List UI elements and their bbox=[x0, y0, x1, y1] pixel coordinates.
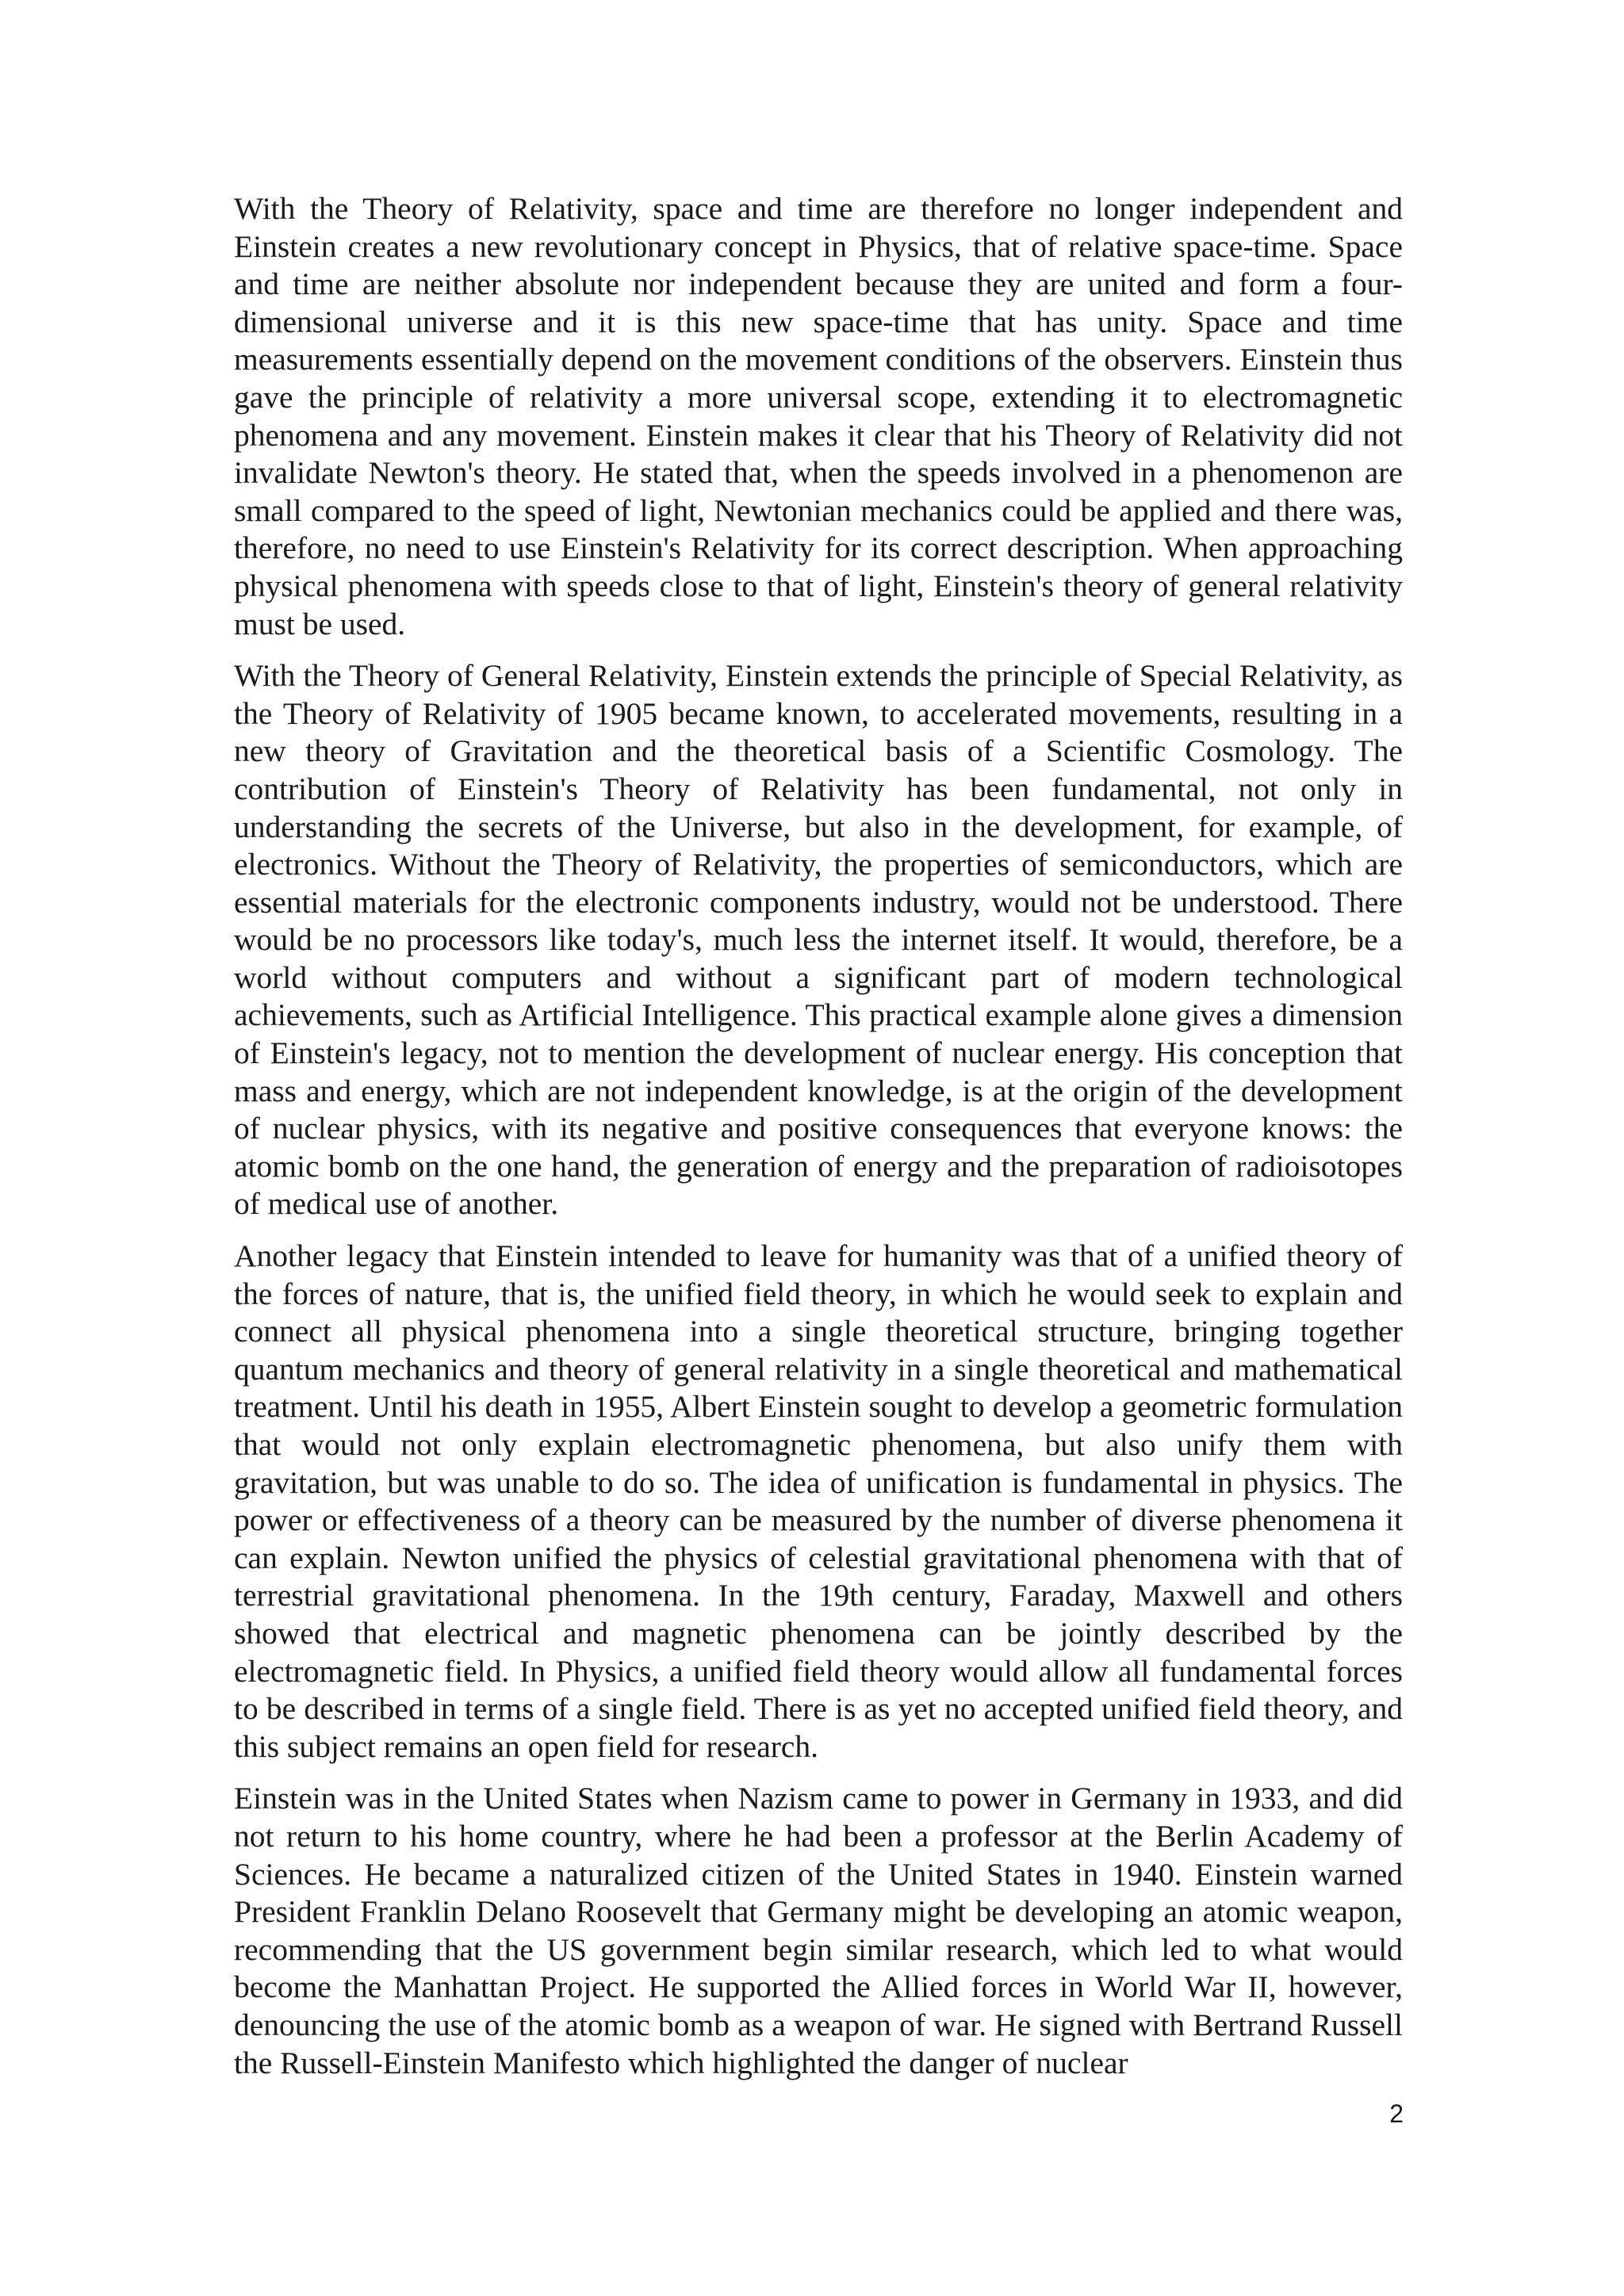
paragraph-unified-field-theory: Another legacy that Einstein intended to leave for humanity was that of a unified theory of the forces of nature, that is, the unified field theory, in which he would seek to explain and connect all physical phenomena into a single theoretical structure, bringing together quantum mechanics and theory of general relativity in a single theoretical and mathematical treatment. Until his death in 1955, Albert Einstein sought to develop a geometric formulation that would not only explain electromagnetic phenomena, but also unify them with gravitation, but was unable to do so. The idea of unification is fundamental in physics. The power or effectiveness of a theory can be measured by the number of diverse phenomena it can explain. Newton unified the physics of celestial gravitational phenomena with that of terrestrial gravitational phenomena. In the 19th century, Faraday, Maxwell and others showed that electrical and magnetic phenomena can be jointly described by the electromagnetic field. In Physics, a unified field theory would allow all fundamental forces to be described in terms of a single field. There is as yet no accepted unified field theory, and this subject remains an open field for research. bbox=[234, 1238, 1403, 1764]
paragraph-einstein-united-states: Einstein was in the United States when Nazism came to power in Germany in 1933, and did not return to his home country, where he had been a professor at the Berlin Academy of Sciences. He became a naturalized citizen of the United States in 1940. Einstein warned President Franklin Delano Roosevelt that Germany might be developing an atomic weapon, recommending that the US government begin similar research, which led to what would become the Manhattan Project. He supported the Allied forces in World War II, however, denouncing the use of the atomic bomb as a weapon of war. He signed with Bertrand Russell the Russell-Einstein Manifesto which highlighted the danger of nuclear bbox=[234, 1781, 1403, 2080]
paragraph-special-relativity: With the Theory of Relativity, space and time are therefore no longer independent and Einstein creates a new revolutionary concept in Physics, that of relative space-time. Space and time are neither absolute nor independent because they are united and form a four-dimensional universe and it is this new space-time that has unity. Space and time measurements essentially depend on the movement conditions of the observers. Einstein thus gave the principle of relativity a more universal scope, extending it to electromagnetic phenomena and any movement. Einstein makes it clear that his Theory of Relativity did not invalidate Newton's theory. He stated that, when the speeds involved in a phenomenon are small compared to the speed of light, Newtonian mechanics could be applied and there was, therefore, no need to use Einstein's Relativity for its correct description. When approaching physical phenomena with speeds close to that of light, Einstein's theory of general relativity must be used. bbox=[234, 191, 1403, 641]
body-text bbox=[234, 190, 1403, 2096]
page-number: 2 bbox=[1389, 2099, 1404, 2128]
paragraph-general-relativity: With the Theory of General Relativity, Einstein extends the principle of Special Relativity, as the Theory of Relativity of 1905 became known, to accelerated movements, resulting in a new theory of Gravitation and the theoretical basis of a Scientific Cosmology. The contribution of Einstein's Theory of Relativity has been fundamental, not only in understanding the secrets of the Universe, but also in the development, for example, of electronics. Without the Theory of Relativity, the properties of semiconductors, which are essential materials for the electronic components industry, would not be understood. There would be no processors like today's, much less the internet itself. It would, therefore, be a world without computers and without a significant part of modern technological achievements, such as Artificial Intelligence. This practical example alone gives a dimension of Einstein's legacy, not to mention the development of nuclear energy. His conception that mass and energy, which are not independent knowledge, is at the origin of the development of nuclear physics, with its negative and positive consequences that everyone knows: the atomic bomb on the one hand, the generation of energy and the preparation of radioisotopes of medical use of another. bbox=[234, 658, 1403, 1222]
